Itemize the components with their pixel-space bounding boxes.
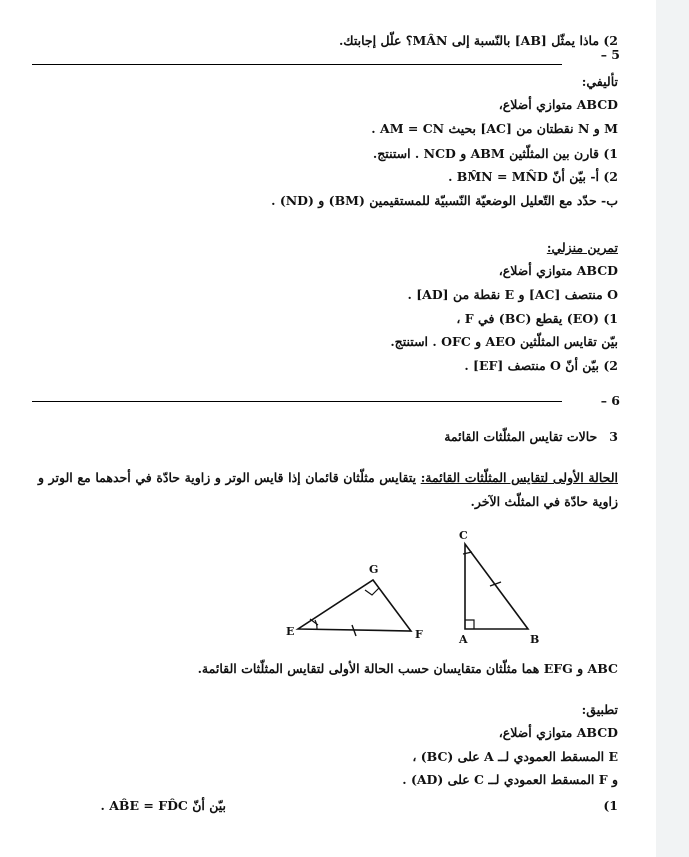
- application-title: تطبيق:: [581, 702, 618, 717]
- figure-caption: ABC و EFG هما مثلّثان متقايسان حسب الحالة الأولى لتقايس المثلّثات القائمة.: [197, 661, 618, 676]
- scrollbar[interactable]: [656, 0, 689, 857]
- manzili-line-5: 2) بيّن أنّ O منتصف [EF] .: [464, 358, 618, 373]
- application-line-1: ABCD متوازي أضلاع،: [498, 725, 618, 740]
- taalifi-line-4: 2) أ- بيّن أنّ BM̂N = MN̂D .: [448, 169, 618, 184]
- label-b: B: [530, 633, 540, 646]
- manzili-line-1: ABCD متوازي أضلاع،: [498, 263, 618, 278]
- application-line-3: و F المسقط العمودي لــ C على (AD) .: [402, 772, 618, 787]
- taalifi-line-5: ب- حدّد مع التّعليل الوضعيّة النّسبيّة للمستقيمين (BM) و (ND) .: [271, 193, 618, 208]
- angle-tick-e: [310, 619, 318, 625]
- section-number-5: 5 –: [600, 47, 620, 62]
- taalifi-line-2: M و N نقطتان من [AC] بحيث AM = CN .: [371, 121, 618, 136]
- triangle-abc-outline: [465, 544, 528, 629]
- heading-number: 3: [609, 429, 618, 444]
- right-angle-mark-a: [465, 620, 474, 629]
- manzili-line-4: بيّن تقايس المثلّثين AEO و OFC . استنتج.: [390, 334, 618, 349]
- triangle-efg: [298, 580, 411, 636]
- label-e: E: [286, 625, 295, 638]
- application-line-2: E المسقط العمودي لــ A على (BC) ،: [412, 749, 618, 764]
- case1-paragraph: [38, 466, 618, 514]
- section-number-6: 6 –: [600, 393, 620, 408]
- exercise-title-taalifi: تأليفي:: [581, 74, 618, 89]
- section-divider-6: [32, 401, 562, 402]
- case1-text: يتقايس مثلّثان قائمان إذا قايس الوتر و زاوية حادّة في أحدهما مع الوتر و زاوية حادّة في المثلّث الآخر.: [38, 470, 618, 509]
- application-q1-text: بيّن أنّ AB̂E = FD̂C .: [100, 798, 226, 813]
- heading-title: حالات تقايس المثلّثات القائمة: [444, 429, 598, 444]
- case1-label: الحالة الأولى لتقايس المثلّثات القائمة:: [420, 470, 618, 485]
- label-g: G: [369, 563, 379, 576]
- heading-cases: [444, 429, 618, 444]
- manzili-line-2: O منتصف [AC] و E نقطة من [AD] .: [407, 287, 618, 302]
- triangle-efg-outline: [298, 580, 411, 631]
- exercise-title-manzili: تمرين منزلي:: [546, 240, 618, 255]
- triangle-abc: [463, 544, 528, 629]
- taalifi-line-3: 1) قارن بين المثلّثين ABM و NCD . استنتج.: [372, 146, 618, 161]
- angle-arc-e: [315, 620, 317, 629]
- label-f: F: [415, 628, 423, 641]
- angle-tick-c: [463, 552, 472, 554]
- taalifi-line-1: ABCD متوازي أضلاع،: [498, 97, 618, 112]
- right-angle-mark-g: [365, 588, 379, 595]
- label-c: C: [459, 529, 468, 542]
- application-q1-number: 1): [603, 798, 618, 813]
- hypotenuse-tick-ef: [352, 625, 356, 636]
- manzili-line-3: 1) (EO) يقطع (BC) في F ،: [456, 311, 618, 326]
- section-divider-5: [32, 64, 562, 65]
- label-a: A: [459, 633, 468, 646]
- prev-question: 2) ماذا يمثّل [AB] بالنّسبة إلى MÂN؟ علّل إجابتك.: [338, 33, 618, 48]
- hypotenuse-tick-cb: [490, 582, 501, 586]
